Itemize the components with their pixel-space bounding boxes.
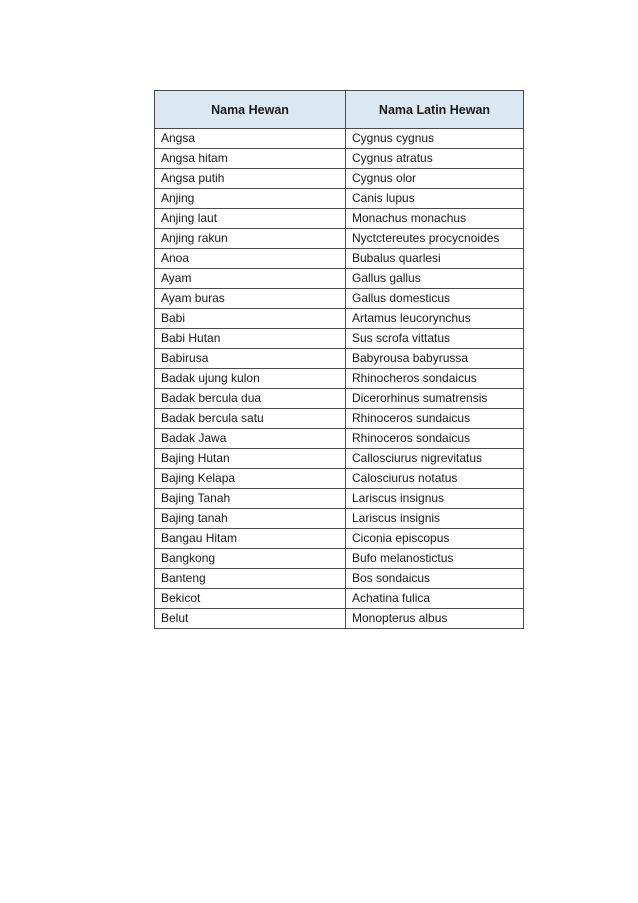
header-nama-latin-hewan: Nama Latin Hewan	[346, 91, 524, 129]
cell-latin-name: Callosciurus nigrevitatus	[346, 449, 524, 469]
table-row	[155, 189, 524, 209]
table-row	[155, 389, 524, 409]
cell-common-name: Bajing Hutan	[155, 449, 346, 469]
cell-common-name: Bajing tanah	[155, 509, 346, 529]
cell-common-name: Bangkong	[155, 549, 346, 569]
cell-common-name: Bajing Tanah	[155, 489, 346, 509]
cell-latin-name: Monachus monachus	[346, 209, 524, 229]
table-row	[155, 269, 524, 289]
cell-latin-name: Nyctctereutes procycnoides	[346, 229, 524, 249]
cell-common-name: Bangau Hitam	[155, 529, 346, 549]
cell-latin-name: Bubalus quarlesi	[346, 249, 524, 269]
table-row	[155, 489, 524, 509]
cell-common-name: Anjing	[155, 189, 346, 209]
cell-latin-name: Gallus domesticus	[346, 289, 524, 309]
cell-latin-name: Artamus leucorynchus	[346, 309, 524, 329]
table-row	[155, 589, 524, 609]
cell-latin-name: Cygnus olor	[346, 169, 524, 189]
cell-common-name: Badak ujung kulon	[155, 369, 346, 389]
cell-latin-name: Calosciurus notatus	[346, 469, 524, 489]
cell-common-name: Angsa hitam	[155, 149, 346, 169]
cell-common-name: Belut	[155, 609, 346, 629]
cell-common-name: Anjing rakun	[155, 229, 346, 249]
cell-latin-name: Gallus gallus	[346, 269, 524, 289]
cell-latin-name: Lariscus insignis	[346, 509, 524, 529]
table-row	[155, 429, 524, 449]
cell-latin-name: Cygnus cygnus	[346, 129, 524, 149]
table-row	[155, 529, 524, 549]
table-row	[155, 209, 524, 229]
table-row	[155, 129, 524, 149]
cell-latin-name: Achatina fulica	[346, 589, 524, 609]
table-row	[155, 549, 524, 569]
cell-latin-name: Cygnus atratus	[346, 149, 524, 169]
table-row	[155, 149, 524, 169]
cell-common-name: Babi	[155, 309, 346, 329]
cell-common-name: Banteng	[155, 569, 346, 589]
cell-common-name: Babi Hutan	[155, 329, 346, 349]
cell-common-name: Badak bercula satu	[155, 409, 346, 429]
table-row	[155, 609, 524, 629]
cell-common-name: Bekicot	[155, 589, 346, 609]
cell-latin-name: Monopterus albus	[346, 609, 524, 629]
cell-latin-name: Dicerorhinus sumatrensis	[346, 389, 524, 409]
header-nama-hewan: Nama Hewan	[155, 91, 346, 129]
cell-common-name: Anoa	[155, 249, 346, 269]
cell-latin-name: Rhinocheros sondaicus	[346, 369, 524, 389]
cell-latin-name: Bos sondaicus	[346, 569, 524, 589]
table-header-row	[155, 91, 524, 129]
cell-latin-name: Rhinoceros sondaicus	[346, 429, 524, 449]
cell-common-name: Ayam	[155, 269, 346, 289]
table-row	[155, 349, 524, 369]
cell-latin-name: Lariscus insignus	[346, 489, 524, 509]
table-body	[155, 129, 524, 629]
cell-common-name: Anjing laut	[155, 209, 346, 229]
cell-latin-name: Babyrousa babyrussa	[346, 349, 524, 369]
cell-common-name: Bajing Kelapa	[155, 469, 346, 489]
table-row	[155, 569, 524, 589]
table-row	[155, 329, 524, 349]
cell-common-name: Babirusa	[155, 349, 346, 369]
table-row	[155, 369, 524, 389]
cell-common-name: Angsa	[155, 129, 346, 149]
cell-latin-name: Ciconia episcopus	[346, 529, 524, 549]
table-row	[155, 449, 524, 469]
cell-latin-name: Canis lupus	[346, 189, 524, 209]
cell-common-name: Badak bercula dua	[155, 389, 346, 409]
cell-common-name: Badak Jawa	[155, 429, 346, 449]
cell-latin-name: Sus scrofa vittatus	[346, 329, 524, 349]
animal-names-table	[154, 90, 524, 629]
cell-latin-name: Rhinoceros sundaicus	[346, 409, 524, 429]
table-row	[155, 309, 524, 329]
cell-common-name: Angsa putih	[155, 169, 346, 189]
table-row	[155, 229, 524, 249]
table-row	[155, 469, 524, 489]
cell-common-name: Ayam buras	[155, 289, 346, 309]
table-row	[155, 169, 524, 189]
table-row	[155, 289, 524, 309]
cell-latin-name: Bufo melanostictus	[346, 549, 524, 569]
table-row	[155, 249, 524, 269]
table-row	[155, 509, 524, 529]
table-row	[155, 409, 524, 429]
